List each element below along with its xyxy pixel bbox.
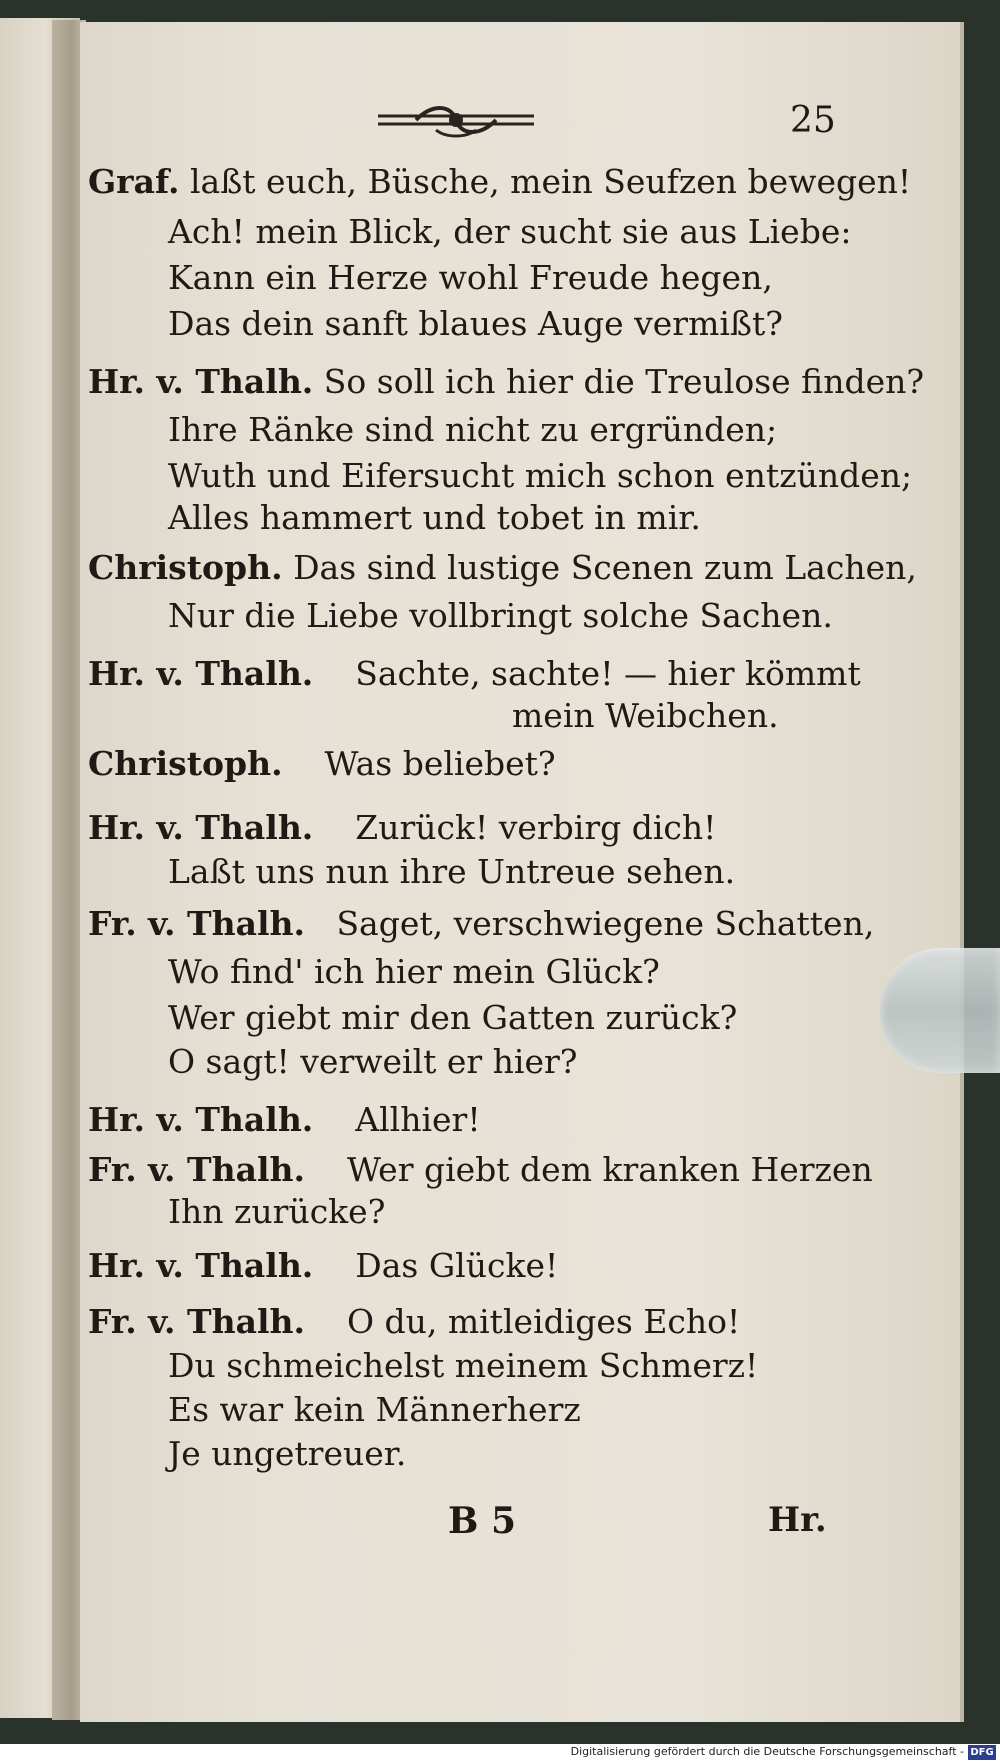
speaker-name: Hr. v. Thalh. <box>88 1246 314 1285</box>
speaker-name: Christoph. <box>88 548 283 587</box>
line-text: O sagt! verweilt er hier? <box>168 1042 578 1081</box>
speaker-name: Hr. v. Thalh. <box>88 808 314 847</box>
digitization-credit: Digitalisierung gefördert durch die Deutsche Forschungsgemeinschaft - <box>570 1745 964 1758</box>
speaker-name: Graf. <box>88 162 180 201</box>
page-clip <box>880 948 1000 1073</box>
verse-line <box>168 1434 406 1474</box>
line-text: Das sind lustige Scenen zum Lachen, <box>293 548 917 587</box>
verse-line <box>88 808 716 848</box>
verse-line <box>168 1346 758 1386</box>
verse-line <box>168 952 660 992</box>
line-text: Wuth und Eifersucht mich schon entzünden; <box>168 456 913 495</box>
signature-mark: B 5 <box>448 1500 517 1542</box>
verse-line <box>88 362 924 402</box>
line-text: Wer giebt dem kranken Herzen <box>346 1150 873 1189</box>
line-text: Sachte, sachte! — hier kömmt <box>355 654 861 693</box>
verse-line <box>168 304 783 344</box>
verse-line <box>168 1390 581 1430</box>
verse-line <box>168 410 777 450</box>
line-text: laßt euch, Büsche, mein Seufzen bewegen! <box>189 162 912 201</box>
line-text: Wo find' ich hier mein Glück? <box>168 952 660 991</box>
verse-line <box>88 1246 558 1286</box>
line-text: Ihre Ränke sind nicht zu ergründen; <box>168 410 778 449</box>
verse-line <box>168 1042 577 1082</box>
verse-line <box>168 498 701 538</box>
line-text: Je ungetreuer. <box>168 1434 407 1473</box>
verse-line <box>168 212 851 252</box>
line-text: So soll ich hier die Treulose finden? <box>323 362 925 401</box>
line-text: Das Glücke! <box>355 1246 559 1285</box>
speaker-name: Fr. v. Thalh. <box>88 1302 305 1341</box>
verse-line <box>88 1150 873 1190</box>
ornament-icon <box>376 100 536 140</box>
line-text: Saget, verschwiegene Schatten, <box>336 904 875 943</box>
verse-line <box>88 744 556 784</box>
verse-line <box>88 1302 740 1342</box>
catchword: Hr. <box>768 1500 827 1540</box>
speaker-name: Fr. v. Thalh. <box>88 1150 305 1189</box>
line-text: Zurück! verbirg dich! <box>355 808 717 847</box>
verse-line <box>88 904 874 944</box>
line-text: Du schmeichelst meinem Schmerz! <box>168 1346 759 1385</box>
line-text: Es war kein Männerherz <box>168 1390 581 1429</box>
line-text: Allhier! <box>355 1100 481 1139</box>
verse-line <box>512 696 779 736</box>
verse-line <box>168 456 912 496</box>
line-text: mein Weibchen. <box>512 696 779 735</box>
speaker-name: Hr. v. Thalh. <box>88 1100 314 1139</box>
verse-line <box>168 596 833 636</box>
line-text: O du, mitleidiges Echo! <box>346 1302 741 1341</box>
line-text: Was beliebet? <box>324 744 556 783</box>
verse-line <box>168 1192 385 1232</box>
speaker-name: Fr. v. Thalh. <box>88 904 305 943</box>
speaker-name: Hr. v. Thalh. <box>88 362 314 401</box>
line-text: Nur die Liebe vollbringt solche Sachen. <box>168 596 833 635</box>
verse-line <box>168 998 737 1038</box>
line-text: Wer giebt mir den Gatten zurück? <box>168 998 738 1037</box>
line-text: Laßt uns nun ihre Untreue sehen. <box>168 852 736 891</box>
verse-line <box>88 548 917 588</box>
verse-line <box>168 258 773 298</box>
page-number: 25 <box>790 100 836 141</box>
speaker-name: Christoph. <box>88 744 283 783</box>
line-text: Ihn zurücke? <box>168 1192 386 1231</box>
verse-line <box>168 852 735 892</box>
line-text: Ach! mein Blick, der sucht sie aus Liebe: <box>168 212 852 251</box>
verse-line <box>88 654 861 694</box>
dfg-logo: DFG <box>968 1745 996 1760</box>
line-text: Kann ein Herze wohl Freude hegen, <box>168 258 773 297</box>
line-text: Alles hammert und tobet in mir. <box>168 498 701 537</box>
speaker-name: Hr. v. Thalh. <box>88 654 314 693</box>
verse-line <box>88 162 911 202</box>
line-text: Das dein sanft blaues Auge vermißt? <box>168 304 783 343</box>
verse-line <box>88 1100 481 1140</box>
